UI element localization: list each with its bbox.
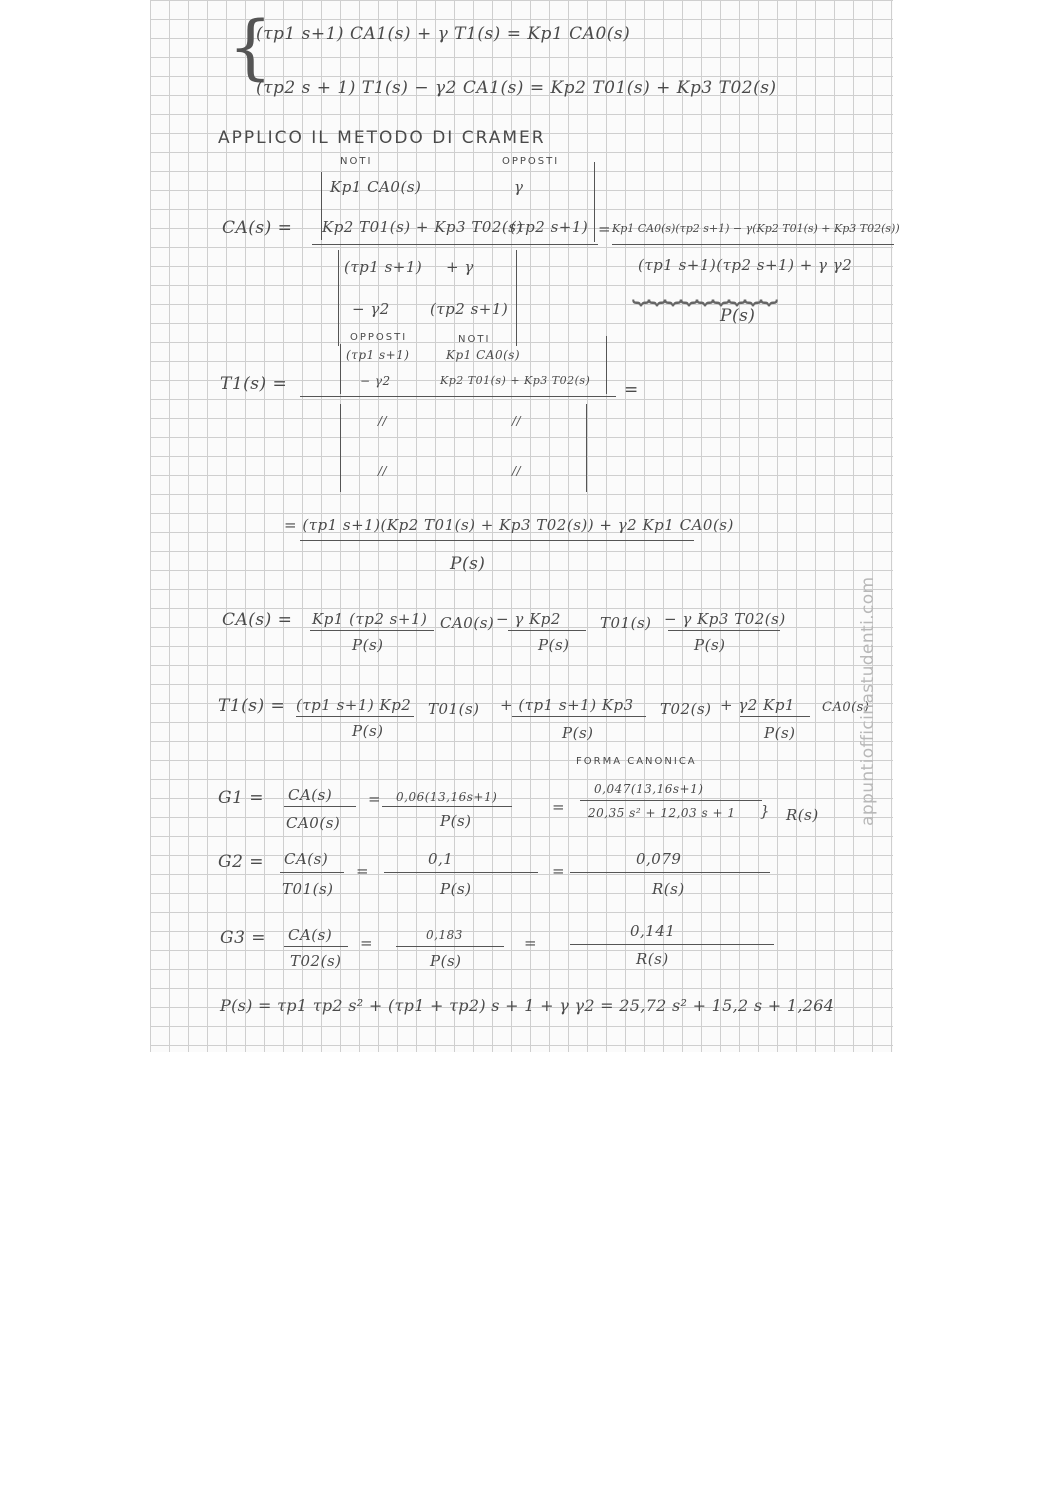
t1-den-mark-4: // (512, 464, 522, 478)
g2-canon-bar (570, 872, 770, 873)
opposti-label: OPPOSTI (502, 156, 560, 167)
forma-canonica-label: FORMA CANONICA (576, 756, 697, 767)
t1-result-denominator: P(s) (450, 554, 486, 574)
t1-result-bar (300, 540, 694, 541)
g1-frac-den: CA0(s) (286, 814, 341, 832)
t1-exp-term1-den: P(s) (352, 722, 384, 740)
t1-num-r1c1: (τp1 s+1) (346, 348, 410, 362)
ca-den-r2c1: − γ2 (352, 300, 390, 318)
ca-num-det-right (594, 162, 595, 242)
ca-num-r1c2: γ (514, 178, 524, 196)
t1-den-mark-1: // (378, 414, 388, 428)
ca-exp-term3-num: − γ Kp3 T02(s) (664, 610, 786, 628)
ca-den-det-left (338, 250, 339, 346)
t1-den-mark-3: // (378, 464, 388, 478)
noti-label-2: NOTI (458, 334, 491, 345)
ca-num-r2c2: (τp2 s+1) (510, 218, 589, 236)
g1-lhs: G1 = (218, 788, 265, 808)
ca-exp-term1-num: Kp1 (τp2 s+1) (312, 610, 428, 628)
system-equation-2: (τp2 s + 1) T1(s) − γ2 CA1(s) = Kp2 T01(s) + Kp3 T02(s) (256, 78, 777, 98)
ca-equals: = (598, 220, 612, 238)
t1-den-det-right (586, 404, 587, 492)
g1-rs: R(s) (786, 806, 819, 824)
opposti-label-2: OPPOSTI (350, 332, 408, 343)
noti-label: NOTI (340, 156, 373, 167)
g3-eq: = (360, 934, 374, 952)
g1-brace: } (760, 802, 771, 820)
ca-exp-term1-bar (310, 630, 434, 631)
t1-exp-term1-num: (τp1 s+1) Kp2 (296, 696, 412, 714)
ca-exp-term3-den: P(s) (694, 636, 726, 654)
t1-num-r1c2: Kp1 CA0(s) (446, 348, 521, 362)
t1-fraction-bar (300, 396, 616, 397)
g3-lhs: G3 = (220, 928, 267, 948)
g3-eq2: = (524, 934, 538, 952)
t1-den-det-left (340, 404, 341, 492)
ca-exp-term2-num: − γ Kp2 (496, 610, 561, 628)
ca-exp-term2-bar (508, 630, 586, 631)
g1-canon-num: 0,047(13,16s+1) (594, 782, 704, 796)
ca-exp-term1-den: P(s) (352, 636, 384, 654)
g2-eq2: = (552, 862, 566, 880)
g2-canon-den: R(s) (652, 880, 685, 898)
g3-frac-bar (284, 946, 348, 947)
g1-frac-bar (284, 806, 356, 807)
ca-underbrace: ⏟⏟⏟⏟⏟⏟⏟⏟⏟ (632, 270, 776, 305)
t1-exp-term2-num: + (τp1 s+1) Kp3 (500, 696, 634, 714)
ca-result-numerator: Kp1 CA0(s)(τp2 s+1) − γ(Kp2 T01(s) + Kp3 T02(s)) (612, 222, 900, 235)
t1-num-det-left (340, 344, 341, 394)
g1-canon-den: 20,35 s² + 12,03 s + 1 (588, 806, 736, 820)
g2-canon-num: 0,079 (636, 850, 682, 868)
ca-cramer-lhs: CA(s) = (222, 218, 293, 238)
t1-equals: = (624, 380, 639, 400)
ca-exp-term2-var: T01(s) (600, 614, 652, 632)
g2-den: P(s) (440, 880, 472, 898)
g1-num: 0,06(13,16s+1) (396, 790, 498, 804)
g2-bar (384, 872, 538, 873)
g3-canon-bar (570, 944, 774, 945)
t1-exp-term3-bar (740, 716, 810, 717)
ca-den-r1c2: + γ (446, 258, 474, 276)
t1-result-numerator: = (τp1 s+1)(Kp2 T01(s) + Kp3 T02(s)) + γ2 Kp1 CA0(s) (284, 516, 734, 534)
g2-eq: = (356, 862, 370, 880)
ca-num-r1c1: Kp1 CA0(s) (330, 178, 422, 196)
ca-num-r2c1: Kp2 T01(s) + Kp3 T02(s) (322, 218, 523, 236)
t1-den-mark-2: // (512, 414, 522, 428)
t1-exp-term1-var: T01(s) (428, 700, 480, 718)
t1-exp-term2-var: T02(s) (660, 700, 712, 718)
g1-eq: = (368, 790, 382, 808)
t1-exp-term2-bar (512, 716, 646, 717)
ca-exp-term3-bar (668, 630, 780, 631)
ca-den-r1c1: (τp1 s+1) (344, 258, 423, 276)
g3-frac-num: CA(s) (288, 926, 333, 944)
g2-lhs: G2 = (218, 852, 265, 872)
ca-result-denominator: (τp1 s+1)(τp2 s+1) + γ γ2 (638, 256, 853, 274)
t1-exp-term3-var: CA0(s) (822, 700, 870, 715)
t1-exp-term3-den: P(s) (764, 724, 796, 742)
ca-exp-term1-var: CA0(s) (440, 614, 495, 632)
t1-exp-term2-den: P(s) (562, 724, 594, 742)
g3-num: 0,183 (426, 928, 463, 942)
ca-exp-term2-den: P(s) (538, 636, 570, 654)
g3-frac-den: T02(s) (290, 952, 342, 970)
t1-expanded-lhs: T1(s) = (218, 696, 286, 716)
g3-bar (396, 946, 504, 947)
t1-num-r2c1: − γ2 (360, 374, 391, 388)
g3-den: P(s) (430, 952, 462, 970)
g1-eq2: = (552, 798, 566, 816)
ca-expanded-lhs: CA(s) = (222, 610, 293, 630)
ca-pdef: P(s) (720, 306, 756, 326)
ca-den-det-right (516, 250, 517, 346)
ca-fraction-bar (312, 244, 598, 245)
system-brace: { (228, 6, 273, 88)
g3-canon-num: 0,141 (630, 922, 676, 940)
g2-num: 0,1 (428, 850, 454, 868)
t1-exp-term3-num: + γ2 Kp1 (720, 696, 795, 714)
t1-num-r2c2: Kp2 T01(s) + Kp3 T02(s) (440, 374, 591, 387)
cramer-heading: APPLICO IL METODO DI CRAMER (218, 128, 546, 148)
ca-den-r2c2: (τp2 s+1) (430, 300, 509, 318)
g2-frac-den: T01(s) (282, 880, 334, 898)
g2-frac-bar (280, 872, 344, 873)
g1-canon-bar (580, 800, 762, 801)
t1-exp-term1-bar (296, 716, 414, 717)
t1-num-det-right (606, 336, 607, 394)
system-equation-1: (τp1 s+1) CA1(s) + γ T1(s) = Kp1 CA0(s) (256, 24, 631, 44)
g1-frac-num: CA(s) (288, 786, 333, 804)
g1-bar (382, 806, 512, 807)
ca-result-bar (612, 244, 894, 245)
g2-frac-num: CA(s) (284, 850, 329, 868)
g3-canon-den: R(s) (636, 950, 669, 968)
ps-definition: P(s) = τp1 τp2 s² + (τp1 + τp2) s + 1 + γ γ2 = 25,72 s² + 15,2 s + 1,264 (220, 996, 835, 1015)
g1-den: P(s) (440, 812, 472, 830)
watermark: appuntiofficinastudenti.com (858, 576, 878, 826)
t1-cramer-lhs: T1(s) = (220, 374, 288, 394)
